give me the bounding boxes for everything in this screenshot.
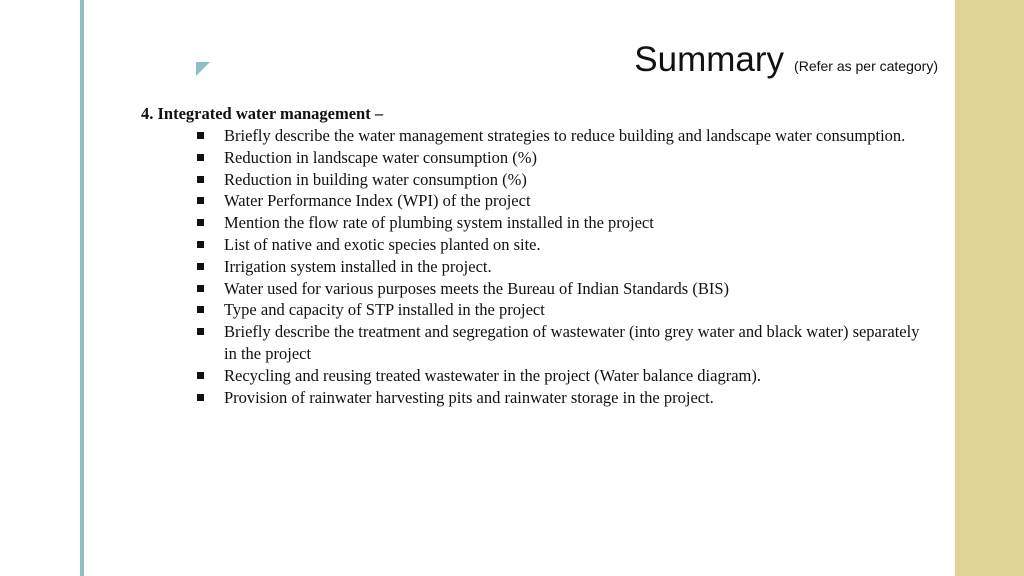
list-item-text: Briefly describe the treatment and segregation of wastewater (into grey water and black water) separately in the project [224, 322, 920, 363]
square-bullet-icon [197, 197, 204, 204]
square-bullet-icon [197, 176, 204, 183]
list-item [224, 256, 931, 278]
square-bullet-icon [197, 263, 204, 270]
square-bullet-icon [197, 328, 204, 335]
list-item [224, 387, 931, 409]
list-item-text: List of native and exotic species planted on site. [224, 234, 541, 254]
right-side-panel [955, 0, 1024, 576]
square-bullet-icon [197, 241, 204, 248]
page-title: Summary [634, 40, 785, 79]
list-item-text: Type and capacity of STP installed in the project [224, 300, 545, 320]
list-item-text: Reduction in landscape water consumption (%) [224, 147, 537, 167]
left-accent-rule [80, 0, 84, 576]
list-item-text: Provision of rainwater harvesting pits and rainwater storage in the project. [224, 387, 714, 407]
section-heading: 4. Integrated water management – [141, 104, 384, 123]
list-item-text: Briefly describe the water management strategies to reduce building and landscape water consumption. [224, 126, 906, 145]
square-bullet-icon [197, 219, 204, 226]
list-item [224, 147, 931, 169]
list-item [224, 234, 931, 256]
list-item [224, 212, 931, 234]
list-item [224, 169, 931, 191]
square-bullet-icon [197, 285, 204, 292]
list-item-text: Recycling and reusing treated wastewater in the project (Water balance diagram). [224, 365, 761, 385]
list-item [224, 125, 931, 147]
page-subtitle: (Refer as per category) [794, 58, 938, 74]
list-item-text: Water used for various purposes meets the Bureau of Indian Standards (BIS) [224, 278, 729, 298]
content-body [141, 103, 931, 408]
title-block [634, 40, 938, 80]
square-bullet-icon [197, 154, 204, 161]
square-bullet-icon [197, 306, 204, 313]
square-bullet-icon [197, 132, 204, 139]
list-item-text: Reduction in building water consumption (%) [224, 169, 527, 189]
list-item-text: Mention the flow rate of plumbing system installed in the project [224, 213, 654, 233]
list-item [224, 190, 931, 212]
list-item [224, 365, 931, 387]
list-item [224, 321, 931, 365]
corner-triangle-icon [196, 62, 210, 76]
list-item [224, 278, 931, 300]
list-item [224, 299, 931, 321]
list-item-text: Irrigation system installed in the project. [224, 256, 492, 276]
list-item-text: Water Performance Index (WPI) of the project [224, 191, 531, 211]
square-bullet-icon [197, 394, 204, 401]
bullet-list [141, 125, 931, 408]
square-bullet-icon [197, 372, 204, 379]
